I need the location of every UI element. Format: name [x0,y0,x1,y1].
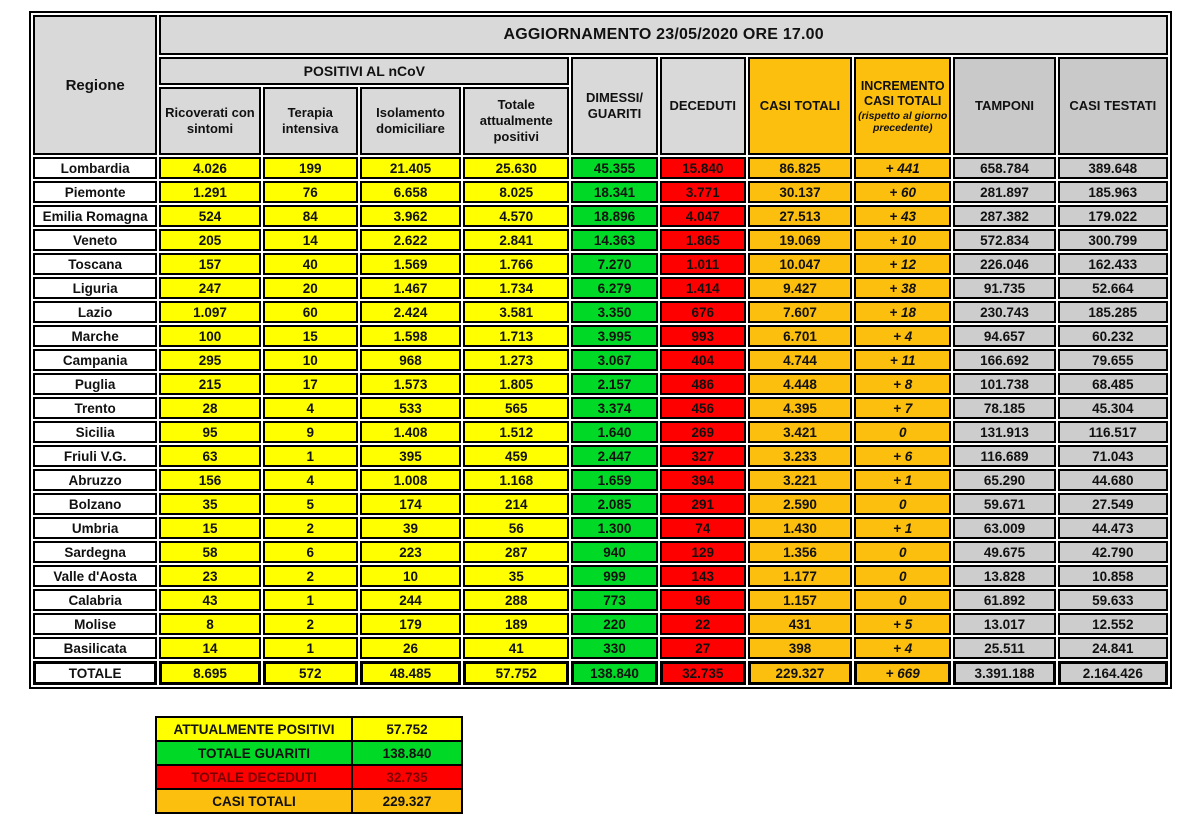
table-row-campania [33,349,1168,371]
cell-casi-totali: 398 [748,637,852,659]
cell-totale-positivi: 1.805 [463,373,569,395]
cell-casi-totali: 1.177 [748,565,852,587]
cell-region: Sardegna [33,541,157,563]
cell-isolamento: 6.658 [360,181,461,203]
cell-incremento: + 12 [854,253,951,275]
cell-casi-testati: 42.790 [1058,541,1168,563]
cell-guariti: 6.279 [571,277,657,299]
cell-casi-testati: 116.517 [1058,421,1168,443]
cell-isolamento: 174 [360,493,461,515]
cell-tamponi: 116.689 [953,445,1055,467]
cell-guariti: 1.640 [571,421,657,443]
cell-guariti: 3.350 [571,301,657,323]
cell-tamponi: 63.009 [953,517,1055,539]
cell-tamponi: 101.738 [953,373,1055,395]
cell-tamponi: 91.735 [953,277,1055,299]
cell-totale-positivi: 57.752 [463,661,569,685]
cell-tamponi: 61.892 [953,589,1055,611]
cell-deceduti: 404 [660,349,746,371]
summary-label: TOTALE GUARITI [156,741,352,765]
cell-totale-positivi: 1.512 [463,421,569,443]
cell-deceduti: 993 [660,325,746,347]
summary-row-totale-deceduti [156,765,462,789]
cell-tamponi: 572.834 [953,229,1055,251]
table-title: AGGIORNAMENTO 23/05/2020 ORE 17.00 [159,15,1168,55]
cell-totale-positivi: 288 [463,589,569,611]
cell-ricoverati: 215 [159,373,260,395]
cell-region: Campania [33,349,157,371]
cell-casi-totali: 30.137 [748,181,852,203]
cell-totale-positivi: 25.630 [463,157,569,179]
cell-ricoverati: 15 [159,517,260,539]
cell-guariti: 18.896 [571,205,657,227]
cell-region: Puglia [33,373,157,395]
cell-totale-positivi: 189 [463,613,569,635]
cell-incremento: + 38 [854,277,951,299]
summary-table-body [156,717,462,813]
cell-casi-testati: 68.485 [1058,373,1168,395]
cell-casi-totali: 4.744 [748,349,852,371]
cell-isolamento: 26 [360,637,461,659]
cell-tamponi: 166.692 [953,349,1055,371]
cell-region: Friuli V.G. [33,445,157,467]
cell-deceduti: 327 [660,445,746,467]
cell-isolamento: 533 [360,397,461,419]
cell-region: Emilia Romagna [33,205,157,227]
cell-casi-totali: 1.157 [748,589,852,611]
cell-guariti: 3.374 [571,397,657,419]
cell-terapia: 2 [263,565,358,587]
group-header-row [33,57,1168,85]
cell-tamponi: 78.185 [953,397,1055,419]
cell-guariti: 2.085 [571,493,657,515]
cell-ricoverati: 295 [159,349,260,371]
cell-region: Piemonte [33,181,157,203]
cell-ricoverati: 100 [159,325,260,347]
cell-guariti: 773 [571,589,657,611]
cell-region: Molise [33,613,157,635]
cell-incremento: + 7 [854,397,951,419]
summary-row-totale-guariti [156,741,462,765]
cell-tamponi: 65.290 [953,469,1055,491]
cell-region: Bolzano [33,493,157,515]
cell-terapia: 40 [263,253,358,275]
cell-incremento: + 441 [854,157,951,179]
table-row-veneto [33,229,1168,251]
cell-totale-positivi: 565 [463,397,569,419]
cell-totale-positivi: 2.841 [463,229,569,251]
cell-ricoverati: 247 [159,277,260,299]
cell-terapia: 4 [263,397,358,419]
cell-casi-testati: 179.022 [1058,205,1168,227]
table-row-totale [33,661,1168,685]
cell-isolamento: 21.405 [360,157,461,179]
cell-incremento: 0 [854,541,951,563]
cell-terapia: 1 [263,589,358,611]
ricoverati-header: Ricoverati con sintomi [159,87,260,155]
cell-casi-totali: 7.607 [748,301,852,323]
cell-totale-positivi: 287 [463,541,569,563]
incremento-note: (rispetto al giorno precedente) [858,109,948,134]
table-row-trento [33,397,1168,419]
cell-deceduti: 129 [660,541,746,563]
cell-terapia: 6 [263,541,358,563]
cell-region: Trento [33,397,157,419]
cell-casi-testati: 24.841 [1058,637,1168,659]
cell-region: Abruzzo [33,469,157,491]
cell-terapia: 76 [263,181,358,203]
table-row-calabria [33,589,1168,611]
incremento-title: INCREMENTO CASI TOTALI [860,78,945,108]
cell-totale-positivi: 1.713 [463,325,569,347]
cell-region: Sicilia [33,421,157,443]
cell-deceduti: 74 [660,517,746,539]
cell-terapia: 9 [263,421,358,443]
cell-ricoverati: 63 [159,445,260,467]
cell-totale-positivi: 459 [463,445,569,467]
cell-region: Lazio [33,301,157,323]
cell-deceduti: 394 [660,469,746,491]
cell-deceduti: 27 [660,637,746,659]
cell-isolamento: 179 [360,613,461,635]
cell-ricoverati: 4.026 [159,157,260,179]
summary-label: TOTALE DECEDUTI [156,765,352,789]
cell-isolamento: 1.598 [360,325,461,347]
cell-guariti: 1.659 [571,469,657,491]
cell-isolamento: 395 [360,445,461,467]
cell-isolamento: 48.485 [360,661,461,685]
cell-casi-testati: 12.552 [1058,613,1168,635]
cell-casi-testati: 79.655 [1058,349,1168,371]
cell-guariti: 45.355 [571,157,657,179]
cell-guariti: 138.840 [571,661,657,685]
cell-region: TOTALE [33,661,157,685]
cell-isolamento: 223 [360,541,461,563]
region-table-body [33,157,1168,685]
cell-casi-totali: 27.513 [748,205,852,227]
summary-label: CASI TOTALI [156,789,352,813]
cell-incremento: 0 [854,589,951,611]
table-row-lazio [33,301,1168,323]
cell-guariti: 2.157 [571,373,657,395]
cell-incremento: + 11 [854,349,951,371]
cell-casi-testati: 2.164.426 [1058,661,1168,685]
cell-isolamento: 2.622 [360,229,461,251]
cell-incremento: + 60 [854,181,951,203]
table-row-marche [33,325,1168,347]
cell-isolamento: 1.467 [360,277,461,299]
cell-casi-testati: 59.633 [1058,589,1168,611]
cell-deceduti: 456 [660,397,746,419]
cell-totale-positivi: 214 [463,493,569,515]
cell-totale-positivi: 1.734 [463,277,569,299]
cell-region: Valle d'Aosta [33,565,157,587]
table-row-piemonte [33,181,1168,203]
table-row-bolzano [33,493,1168,515]
cell-tamponi: 226.046 [953,253,1055,275]
cell-casi-testati: 44.680 [1058,469,1168,491]
cell-terapia: 60 [263,301,358,323]
summary-value: 57.752 [352,717,462,741]
cell-deceduti: 4.047 [660,205,746,227]
cell-guariti: 7.270 [571,253,657,275]
cell-casi-totali: 4.395 [748,397,852,419]
cell-terapia: 4 [263,469,358,491]
cell-ricoverati: 28 [159,397,260,419]
cell-totale-positivi: 35 [463,565,569,587]
cell-terapia: 199 [263,157,358,179]
title-row [33,15,1168,55]
cell-tamponi: 230.743 [953,301,1055,323]
casi-testati-header: CASI TESTATI [1058,57,1168,155]
cell-casi-totali: 86.825 [748,157,852,179]
positivi-group-header: POSITIVI AL nCoV [159,57,569,85]
cell-isolamento: 2.424 [360,301,461,323]
table-row-puglia [33,373,1168,395]
cell-tamponi: 658.784 [953,157,1055,179]
cell-terapia: 2 [263,517,358,539]
dimessi-guariti-header: DIMESSI/ GUARITI [571,57,657,155]
table-row-valle-d-aosta [33,565,1168,587]
cell-guariti: 14.363 [571,229,657,251]
cell-casi-totali: 3.221 [748,469,852,491]
cell-isolamento: 1.008 [360,469,461,491]
cell-isolamento: 10 [360,565,461,587]
cell-incremento: + 1 [854,469,951,491]
summary-value: 138.840 [352,741,462,765]
casi-totali-header: CASI TOTALI [748,57,852,155]
table-row-sardegna [33,541,1168,563]
cell-incremento: 0 [854,565,951,587]
cell-region: Toscana [33,253,157,275]
cell-casi-totali: 1.430 [748,517,852,539]
cell-region: Marche [33,325,157,347]
cell-deceduti: 676 [660,301,746,323]
cell-ricoverati: 1.097 [159,301,260,323]
cell-casi-testati: 60.232 [1058,325,1168,347]
cell-casi-totali: 9.427 [748,277,852,299]
cell-terapia: 572 [263,661,358,685]
cell-casi-totali: 1.356 [748,541,852,563]
cell-totale-positivi: 4.570 [463,205,569,227]
cell-deceduti: 15.840 [660,157,746,179]
cell-ricoverati: 14 [159,637,260,659]
cell-incremento: + 10 [854,229,951,251]
cell-ricoverati: 43 [159,589,260,611]
cell-tamponi: 281.897 [953,181,1055,203]
cell-incremento: + 18 [854,301,951,323]
table-row-friuli-v-g- [33,445,1168,467]
cell-casi-totali: 4.448 [748,373,852,395]
cell-guariti: 2.447 [571,445,657,467]
cell-tamponi: 25.511 [953,637,1055,659]
cell-ricoverati: 58 [159,541,260,563]
cell-terapia: 14 [263,229,358,251]
cell-incremento: + 43 [854,205,951,227]
cell-terapia: 84 [263,205,358,227]
cell-guariti: 18.341 [571,181,657,203]
cell-deceduti: 32.735 [660,661,746,685]
cell-casi-testati: 52.664 [1058,277,1168,299]
region-column-header: Regione [33,15,157,155]
isolamento-header: Isolamento domiciliare [360,87,461,155]
cell-ricoverati: 95 [159,421,260,443]
cell-casi-totali: 229.327 [748,661,852,685]
cell-casi-totali: 3.421 [748,421,852,443]
cell-casi-totali: 10.047 [748,253,852,275]
table-row-lombardia [33,157,1168,179]
cell-guariti: 3.067 [571,349,657,371]
cell-ricoverati: 524 [159,205,260,227]
cell-deceduti: 3.771 [660,181,746,203]
cell-region: Calabria [33,589,157,611]
cell-incremento: + 5 [854,613,951,635]
cell-casi-testati: 45.304 [1058,397,1168,419]
cell-deceduti: 22 [660,613,746,635]
cell-tamponi: 287.382 [953,205,1055,227]
cell-isolamento: 1.573 [360,373,461,395]
summary-value: 229.327 [352,789,462,813]
cell-terapia: 20 [263,277,358,299]
cell-casi-testati: 162.433 [1058,253,1168,275]
cell-totale-positivi: 41 [463,637,569,659]
incremento-header [854,57,951,155]
cell-incremento: 0 [854,421,951,443]
cell-deceduti: 291 [660,493,746,515]
cell-casi-testati: 185.285 [1058,301,1168,323]
cell-totale-positivi: 8.025 [463,181,569,203]
summary-row-casi-totali [156,789,462,813]
cell-terapia: 17 [263,373,358,395]
cell-isolamento: 1.408 [360,421,461,443]
cell-incremento: + 1 [854,517,951,539]
tamponi-header: TAMPONI [953,57,1055,155]
cell-incremento: + 669 [854,661,951,685]
cell-terapia: 5 [263,493,358,515]
cell-casi-testati: 300.799 [1058,229,1168,251]
cell-casi-testati: 185.963 [1058,181,1168,203]
cell-deceduti: 486 [660,373,746,395]
cell-isolamento: 968 [360,349,461,371]
cell-terapia: 10 [263,349,358,371]
cell-ricoverati: 1.291 [159,181,260,203]
cell-ricoverati: 8 [159,613,260,635]
cell-ricoverati: 8.695 [159,661,260,685]
table-row-abruzzo [33,469,1168,491]
cell-region: Lombardia [33,157,157,179]
table-row-basilicata [33,637,1168,659]
summary-label: ATTUALMENTE POSITIVI [156,717,352,741]
cell-casi-testati: 44.473 [1058,517,1168,539]
cell-incremento: + 4 [854,637,951,659]
cell-tamponi: 3.391.188 [953,661,1055,685]
cell-isolamento: 39 [360,517,461,539]
cell-incremento: + 6 [854,445,951,467]
cell-guariti: 999 [571,565,657,587]
cell-tamponi: 59.671 [953,493,1055,515]
cell-casi-testati: 27.549 [1058,493,1168,515]
cell-terapia: 15 [263,325,358,347]
totale-positivi-header: Totale attualmente positivi [463,87,569,155]
cell-incremento: + 4 [854,325,951,347]
cell-guariti: 3.995 [571,325,657,347]
cell-region: Veneto [33,229,157,251]
cell-casi-totali: 19.069 [748,229,852,251]
table-row-emilia-romagna [33,205,1168,227]
cell-ricoverati: 156 [159,469,260,491]
cell-guariti: 1.300 [571,517,657,539]
cell-isolamento: 3.962 [360,205,461,227]
table-row-toscana [33,253,1168,275]
terapia-intensiva-header: Terapia intensiva [263,87,358,155]
cell-totale-positivi: 1.766 [463,253,569,275]
cell-tamponi: 49.675 [953,541,1055,563]
cell-tamponi: 13.017 [953,613,1055,635]
cell-ricoverati: 205 [159,229,260,251]
cell-region: Basilicata [33,637,157,659]
cell-guariti: 330 [571,637,657,659]
cell-isolamento: 244 [360,589,461,611]
cell-deceduti: 96 [660,589,746,611]
cell-totale-positivi: 56 [463,517,569,539]
cell-ricoverati: 35 [159,493,260,515]
table-row-umbria [33,517,1168,539]
cell-incremento: + 8 [854,373,951,395]
table-row-sicilia [33,421,1168,443]
cell-totale-positivi: 1.168 [463,469,569,491]
cell-casi-totali: 431 [748,613,852,635]
summary-row-attualmente-positivi [156,717,462,741]
cell-tamponi: 131.913 [953,421,1055,443]
cell-casi-testati: 10.858 [1058,565,1168,587]
covid-region-table [29,11,1172,689]
cell-casi-totali: 3.233 [748,445,852,467]
cell-deceduti: 269 [660,421,746,443]
summary-value: 32.735 [352,765,462,789]
cell-deceduti: 1.011 [660,253,746,275]
cell-casi-testati: 389.648 [1058,157,1168,179]
cell-terapia: 2 [263,613,358,635]
cell-guariti: 220 [571,613,657,635]
summary-table [155,716,463,814]
table-row-molise [33,613,1168,635]
cell-deceduti: 143 [660,565,746,587]
cell-guariti: 940 [571,541,657,563]
cell-ricoverati: 23 [159,565,260,587]
cell-incremento: 0 [854,493,951,515]
cell-terapia: 1 [263,637,358,659]
cell-casi-testati: 71.043 [1058,445,1168,467]
cell-tamponi: 94.657 [953,325,1055,347]
deceduti-header: DECEDUTI [660,57,746,155]
cell-deceduti: 1.865 [660,229,746,251]
cell-ricoverati: 157 [159,253,260,275]
cell-region: Liguria [33,277,157,299]
cell-totale-positivi: 3.581 [463,301,569,323]
cell-region: Umbria [33,517,157,539]
cell-casi-totali: 6.701 [748,325,852,347]
cell-totale-positivi: 1.273 [463,349,569,371]
table-row-liguria [33,277,1168,299]
cell-deceduti: 1.414 [660,277,746,299]
cell-casi-totali: 2.590 [748,493,852,515]
cell-tamponi: 13.828 [953,565,1055,587]
cell-isolamento: 1.569 [360,253,461,275]
cell-terapia: 1 [263,445,358,467]
